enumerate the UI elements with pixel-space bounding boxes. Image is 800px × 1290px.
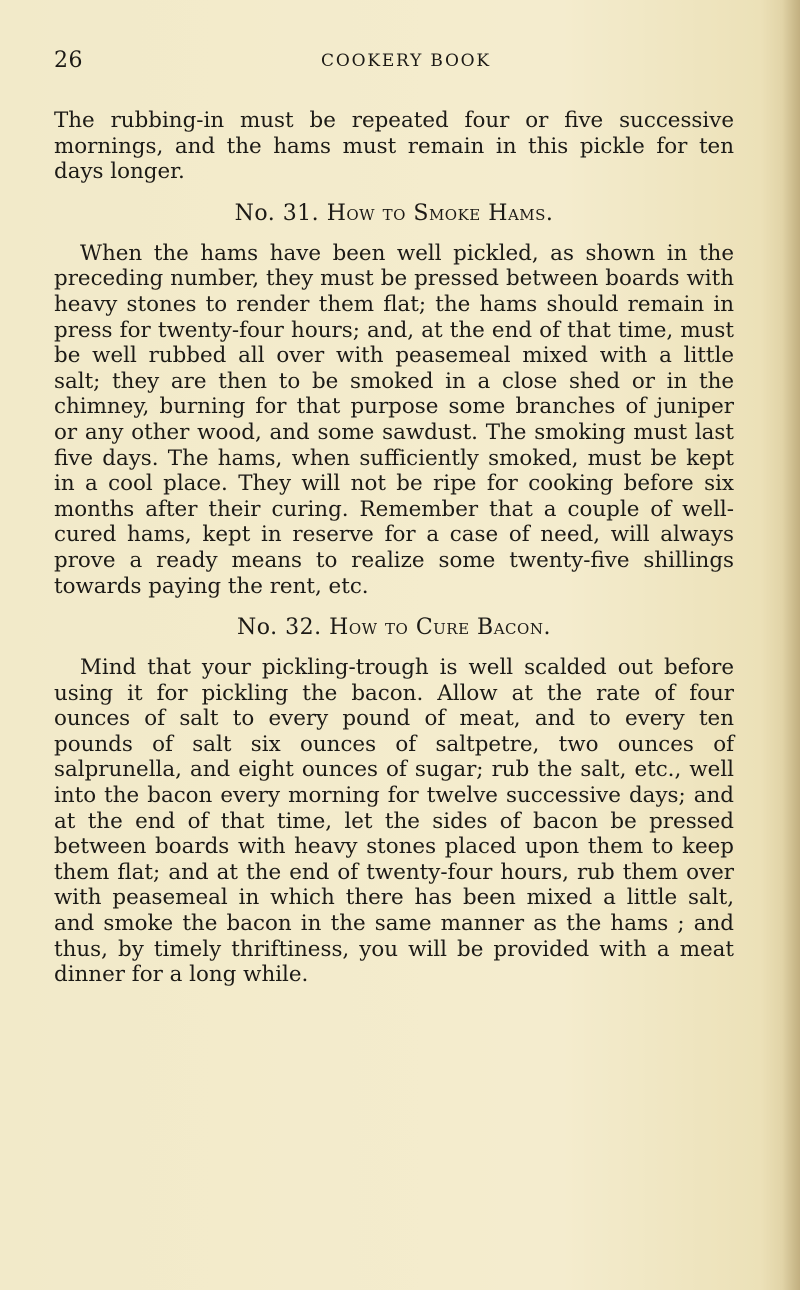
page-edge-shadow xyxy=(782,0,800,1290)
paragraph-continuation: The rubbing-in must be repeated four or five successive mornings, and the hams must remain in this pickle for ten days longer. xyxy=(54,108,734,185)
page-number: 26 xyxy=(54,48,83,73)
page-header xyxy=(54,48,744,80)
paragraph-smoke-hams: When the hams have been well pickled, as shown in the preceding number, they must be pressed between boards with heavy stones to render them flat; the hams should remain in press for twenty-four hours; and, at the end of that time, must be well rubbed all over with peasemeal mixed with a little salt; they are then to be smoked in a close shed or in the chimney, burning for that purpose some branches of juniper or any other wood, and some sawdust. The smoking must last five days. The hams, when sufficiently smoked, must be kept in a cool place. They will not be ripe for cooking before six months after their curing. Remember that a couple of well-cured hams, kept in reserve for a case of need, will always prove a ready means to realize some twenty-five shillings towards paying the rent, etc. xyxy=(54,240,734,599)
section-heading-31 xyxy=(54,201,734,227)
section-title: How to Cure Bacon. xyxy=(329,615,551,641)
section-title: How to Smoke Hams. xyxy=(326,200,554,226)
running-head: COOKERY BOOK xyxy=(321,51,491,71)
section-heading-32 xyxy=(54,615,734,641)
paragraph-cure-bacon: Mind that your pickling-trough is well scalded out before using it for pickling the bacon. Allow at the rate of four ounces of salt to every pound of meat, and to every ten pounds of salt six ounces of saltpetre, two ounces of salprunella, and eight ounces of sugar; rub the salt, etc., well into the bacon every morning for twelve successive days; and at the end of that time, let the sides of bacon be pressed between boards with heavy stones placed upon them to keep them flat; and at the end of twenty-four hours, rub them over with peasemeal in which there has been mixed a little salt, and smoke the bacon in the same manner as the hams ; and thus, by timely thriftiness, you will be provided with a meat dinner for a long while. xyxy=(54,655,734,988)
section-number: No. 32. xyxy=(237,615,322,641)
body-text xyxy=(54,108,734,988)
section-number: No. 31. xyxy=(234,200,320,226)
